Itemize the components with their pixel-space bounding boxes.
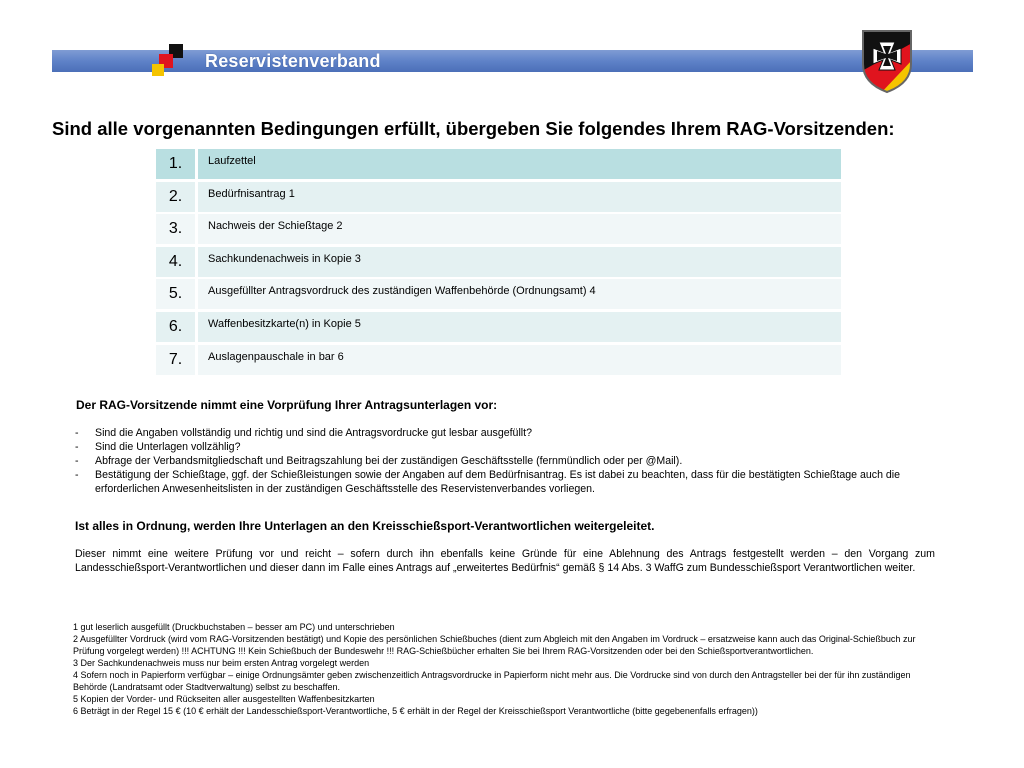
table-row bbox=[156, 247, 841, 277]
item-text: Ausgefüllter Antragsvordruck des zuständigen Waffenbehörde (Ordnungsamt) 4 bbox=[198, 279, 841, 309]
list-item-text: Sind die Angaben vollständig und richtig und sind die Antragsvordrucke gut lesbar ausgefüllt? bbox=[95, 427, 532, 439]
footnote: 3 Der Sachkundenachweis muss nur beim ersten Antrag vorgelegt werden bbox=[73, 658, 370, 668]
forwarding-text: Dieser nimmt eine weitere Prüfung vor und reicht – sofern durch ihn ebenfalls keine Gründe für eine Ablehnung des Antrags festgestellt werden – den Vorgang zum Landesschießsport-Verantwortlichen und dieser dann im Falle eines Antrags auf „erweitertes Bedürfnis“ gemäß § 14 Abs. 3 WaffG zum Bundesschießsport Verantwortlichen weiter. bbox=[75, 548, 935, 574]
item-number: 6. bbox=[156, 312, 195, 342]
list-item bbox=[75, 440, 955, 454]
list-item-text: Abfrage der Verbandsmitgliedschaft und Beitragszahlung bei der zuständigen Geschäftsstelle (fernmündlich oder per @Mail). bbox=[95, 455, 683, 467]
table-row bbox=[156, 149, 841, 179]
item-number: 5. bbox=[156, 279, 195, 309]
list-item bbox=[75, 468, 955, 496]
footnote: 5 Kopien der Vorder- und Rückseiten aller ausgestellten Waffenbesitzkarten bbox=[73, 694, 375, 704]
review-bullet-list bbox=[75, 426, 955, 496]
table-row bbox=[156, 214, 841, 244]
footnote: 4 Sofern noch in Papierform verfügbar – einige Ordnungsämter geben zwischenzeitlich Antragsvordrucke in Papierform nicht mehr aus. Die Vordrucke sind von durch den Antragsteller bei der für ihn zuständigen Behörde (Landratsamt oder Stadtverwaltung) selbst zu beschaffen. bbox=[73, 670, 911, 692]
item-number: 7. bbox=[156, 345, 195, 375]
list-item bbox=[75, 454, 955, 468]
bullet-dash: - bbox=[75, 469, 79, 481]
item-text: Bedürfnisantrag 1 bbox=[198, 182, 841, 212]
item-text: Nachweis der Schießtage 2 bbox=[198, 214, 841, 244]
iron-cross-shield-icon bbox=[860, 28, 914, 94]
item-number: 3. bbox=[156, 214, 195, 244]
item-text: Auslagenpauschale in bar 6 bbox=[198, 345, 841, 375]
logo-square-gold bbox=[152, 64, 164, 76]
footnote: 6 Beträgt in der Regel 15 € (10 € erhält der Landesschießsport-Verantwortliche, 5 € erhält in der Regel der Kreisschießsport Verantwortliche (bitte gegebenenfalls erfragen)) bbox=[73, 706, 758, 716]
item-text: Laufzettel bbox=[198, 149, 841, 179]
table-row bbox=[156, 345, 841, 375]
footnotes bbox=[73, 621, 945, 717]
header-title: Reservistenverband bbox=[205, 51, 381, 71]
table-row bbox=[156, 279, 841, 309]
bullet-dash: - bbox=[75, 441, 79, 453]
item-number: 4. bbox=[156, 247, 195, 277]
footnote: 2 Ausgefüllter Vordruck (wird vom RAG-Vorsitzenden bestätigt) und Kopie des persönlichen Schießbuches (dient zum Abgleich mit den Angaben im Vordruck – ersatzweise kann auch das Original-Schießbuch zur Prüfung vorgelegt werden) !!! ACHTUNG !!! Kein Schießbuch der Bundeswehr !!! RAG-Schießbücher erhalten Sie bei Ihrem RAG-Vorsitzenden oder bei den Schießsportverantwortlichen. bbox=[73, 634, 916, 656]
item-text: Waffenbesitzkarte(n) in Kopie 5 bbox=[198, 312, 841, 342]
item-number: 2. bbox=[156, 182, 195, 212]
header-bar bbox=[52, 50, 973, 72]
item-number: 1. bbox=[156, 149, 195, 179]
item-text: Sachkundenachweis in Kopie 3 bbox=[198, 247, 841, 277]
bullet-dash: - bbox=[75, 455, 79, 467]
footnote: 1 gut leserlich ausgefüllt (Druckbuchstaben – besser am PC) und unterschrieben bbox=[73, 622, 395, 632]
items-table bbox=[156, 149, 841, 377]
list-item bbox=[75, 426, 955, 440]
bullet-dash: - bbox=[75, 427, 79, 439]
review-heading: Der RAG-Vorsitzende nimmt eine Vorprüfung Ihrer Antragsunterlagen vor: bbox=[76, 398, 498, 412]
page-title: Sind alle vorgenannten Bedingungen erfüllt, übergeben Sie folgendes Ihrem RAG-Vorsitzenden: bbox=[52, 118, 895, 139]
list-item-text: Sind die Unterlagen vollzählig? bbox=[95, 441, 241, 453]
forwarding-heading: Ist alles in Ordnung, werden Ihre Unterlagen an den Kreisschießsport-Verantwortlichen weitergeleitet. bbox=[75, 519, 655, 533]
table-row bbox=[156, 182, 841, 212]
table-row bbox=[156, 312, 841, 342]
list-item-text: Bestätigung der Schießtage, ggf. der Schießleistungen sowie der Angaben auf dem Bedürfnisantrag. Es ist dabei zu beachten, dass für die bestätigten Schießtage auch die erforderlichen Anwesenheitslisten in der zuständigen Geschäftsstelle des Reservistenverbandes vorliegen. bbox=[95, 469, 901, 495]
logo-squares-icon bbox=[152, 44, 188, 80]
